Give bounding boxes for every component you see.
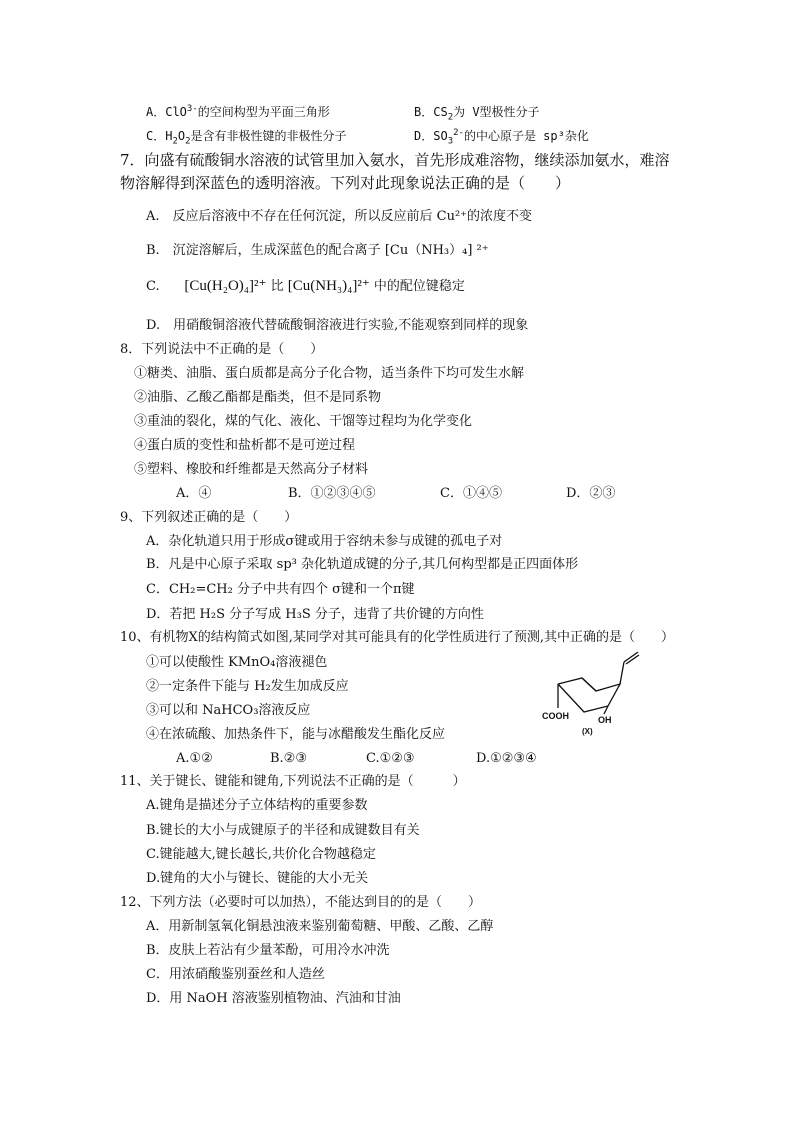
q9-option-b: B．凡是中心原子采取 sp³ 杂化轨道成键的分子,其几何构型都是正四面体形 (146, 557, 579, 572)
q9-option-a: A．杂化轨道只用于形成σ键或用于容纳未参与成键的孤电子对 (146, 534, 503, 549)
q12-option-d: D．用 NaOH 溶液鉴别植物油、汽油和甘油 (146, 991, 401, 1006)
q7-formula-nh3: [Cu(NH₃)₄]²⁺ (287, 278, 370, 294)
q8-option-b: B．①②③④⑤ (288, 486, 376, 501)
q10-stem: 10、有机物X的结构简式如图,某同学对其可能具有的化学性质进行了预测,其中正确的是（ ） (120, 630, 675, 645)
q11-stem: 11、关于键长、键能和键角,下列说法不正确的是（ ） (120, 774, 466, 789)
q7-option-a: A. 反应后溶液中不存在任何沉淀，所以反应前后 Cu²⁺的浓度不变 (146, 209, 533, 224)
oh-label: OH (598, 715, 612, 725)
q11-option-c: C.键能越大,键长越长,共价化合物越稳定 (146, 847, 376, 862)
molecule-x-figure (538, 646, 646, 742)
q11-option-d: D.键角的大小与键长、键能的大小无关 (146, 871, 369, 886)
q6-option-a: A．ClO$^{3-}$的空间构型为平面三角形 (146, 104, 330, 119)
q12-stem: 12、下列方法（必要时可以加热），不能达到目的的是（ ） (120, 895, 482, 910)
q12-option-a: A．用新制氢氧化铜悬浊液来鉴别葡萄糖、甲酸、乙酸、乙醇 (146, 919, 494, 934)
q8-stem: 8．下列说法中不正确的是（ ） (120, 342, 324, 357)
q7-stem-line1: 7．向盛有硫酸铜水溶液的试管里加入氨水，首先形成难溶物，继续添加氨水，难溶 (120, 151, 670, 169)
q7-option-b: B. 沉淀溶解后，生成深蓝色的配合离子 [Cu（NH₃）₄] ²⁺ (146, 243, 489, 258)
q8-option-c: C．①④⑤ (440, 486, 502, 501)
x-label: (X) (582, 727, 593, 736)
q10-option-c: C.①②③ (366, 751, 415, 766)
q9-option-c: C．CH₂=CH₂ 分子中共有四个 σ键和一个π键 (146, 582, 415, 597)
q10-option-d: D.①②③④ (476, 751, 537, 766)
q8-option-a: A．④ (176, 486, 212, 501)
q7-formula-h2o: [Cu(H₂O)₄]²⁺ (184, 278, 267, 294)
q8-option-d: D．②③ (566, 486, 616, 501)
q10-item-3: ③可以和 NaHCO₃溶液反应 (146, 703, 311, 718)
q8-item-4: ④蛋白质的变性和盐析都不是可逆过程 (134, 438, 356, 453)
q8-item-3: ③重油的裂化，煤的气化、液化、干馏等过程均为化学变化 (134, 414, 473, 429)
q12-option-c: C．用浓硝酸鉴别蚕丝和人造丝 (146, 967, 325, 982)
q9-stem: 9、下列叙述正确的是（ ） (120, 510, 298, 525)
q6-option-b: B．$CS_2$为 V型极性分子 (414, 105, 540, 123)
q7-stem-line2: 物溶解得到深蓝色的透明溶液。下列对此现象说法正确的是（ ） (120, 174, 571, 192)
q10-option-a: A.①② (176, 751, 213, 766)
q11-option-a: A.键角是描述分子立体结构的重要参数 (146, 798, 368, 813)
cooh-label: COOH (542, 711, 569, 721)
vinyl-bond-1 (620, 662, 624, 684)
q9-option-d: D．若把 H₂S 分子写成 H₃S 分子，违背了共价键的方向性 (146, 607, 484, 622)
q6-option-c: C．$H_2O_2$是含有非极性键的非极性分子 (146, 129, 347, 147)
q12-option-b: B．皮肤上若沾有少量苯酚，可用冷水冲洗 (146, 943, 390, 958)
q8-item-5: ⑤塑料、橡胶和纤维都是天然高分子材料 (134, 462, 369, 477)
q10-item-1: ①可以使酸性 KMnO₄溶液褪色 (146, 655, 328, 670)
q10-item-4: ④在浓硫酸、加热条件下，能与冰醋酸发生酯化反应 (146, 727, 446, 742)
q10-option-b: B.②③ (270, 751, 307, 766)
q7-option-c: C. [Cu(H₂O)₄]²⁺ 比 [Cu(NH₃)₄]²⁺ 中的配位键稳定 (146, 278, 465, 294)
q7-option-d: D. 用硝酸铜溶液代替硫酸铜溶液进行实验,不能观察到同样的现象 (146, 318, 529, 333)
q6-option-d: D．$SO_3^{2-}$的中心原子是 sp³杂化 (414, 128, 589, 147)
q8-item-2: ②油脂、乙酸乙酯都是酯类，但不是同系物 (134, 390, 382, 405)
q11-option-b: B.键长的大小与成键原子的半径和成键数目有关 (146, 823, 420, 838)
q8-item-1: ①糖类、油脂、蛋白质都是高分子化合物，适当条件下均可发生水解 (134, 366, 525, 381)
cyclohexane-ring (558, 678, 620, 712)
q10-item-2: ②一定条件下能与 H₂发生加成反应 (146, 679, 349, 694)
